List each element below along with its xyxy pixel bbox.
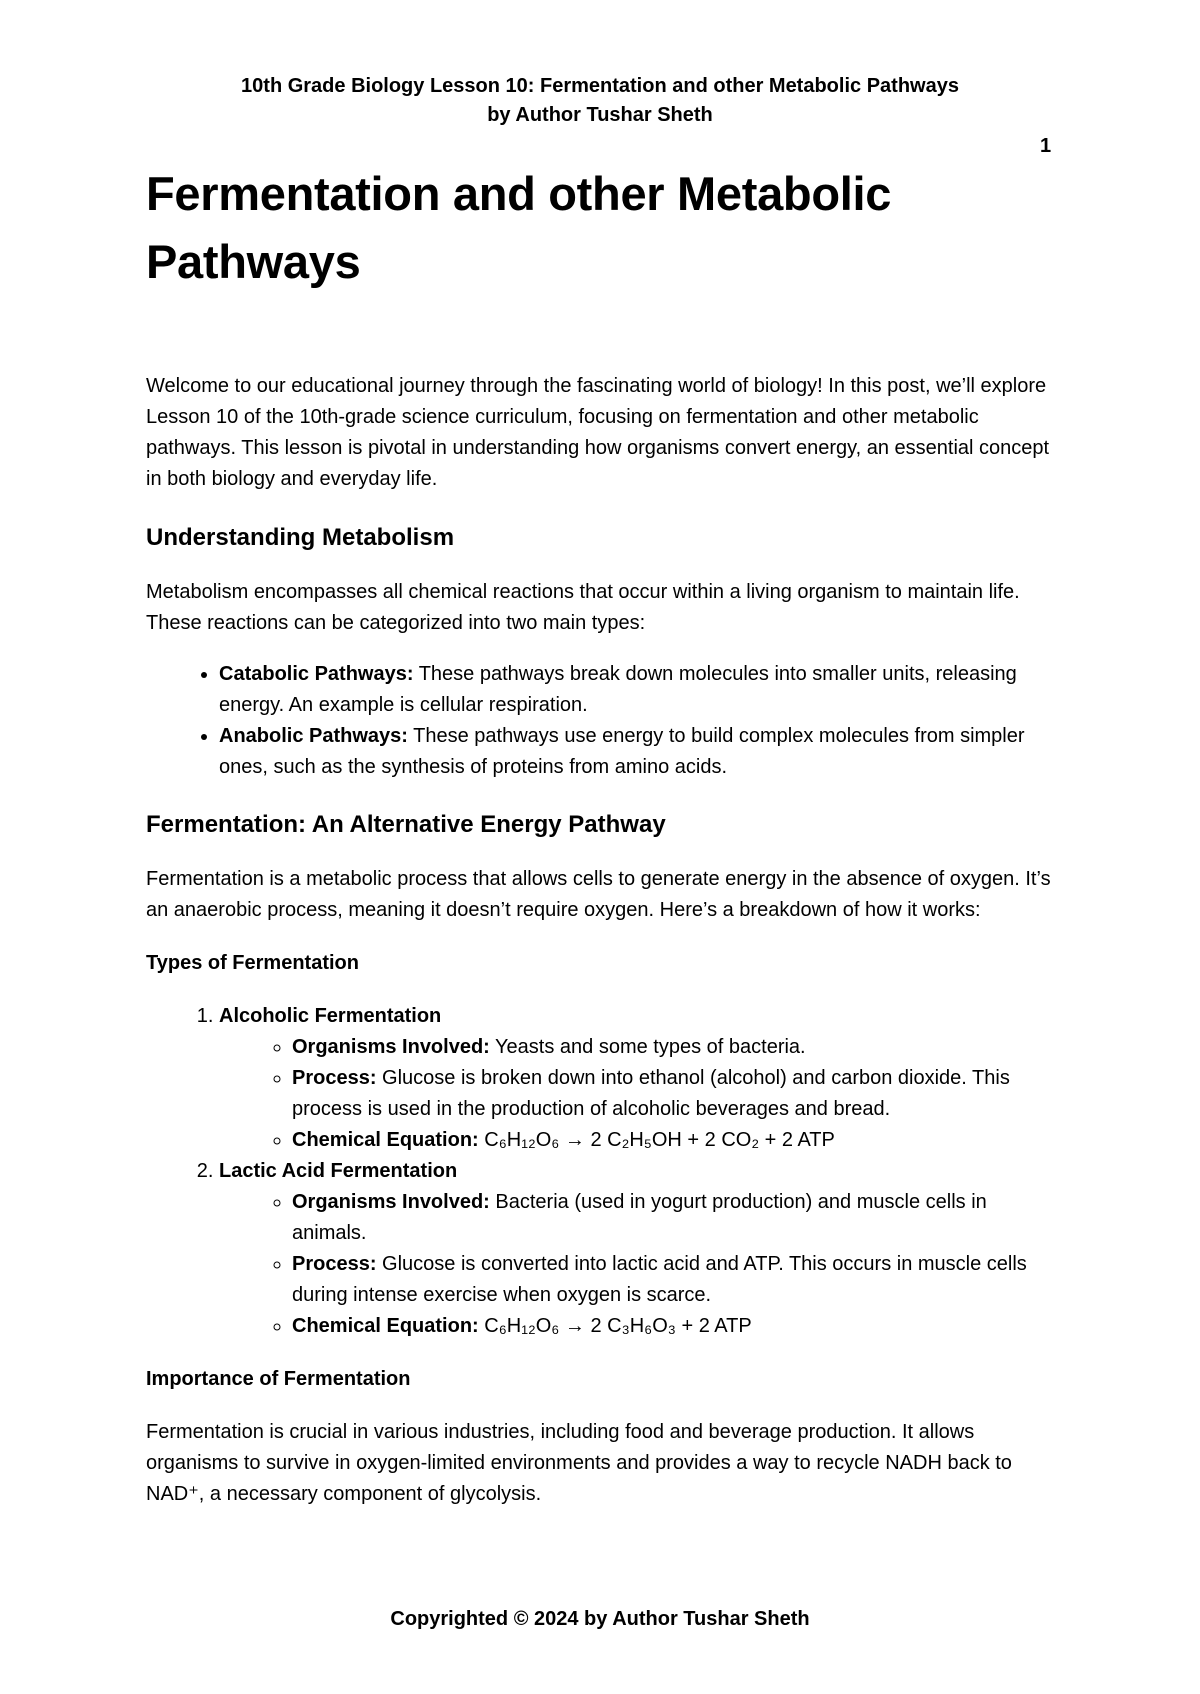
page-title: Fermentation and other Metabolic Pathways bbox=[146, 167, 892, 288]
type-title: Alcoholic Fermentation bbox=[219, 1005, 442, 1027]
page-header bbox=[0, 72, 1200, 130]
list-item-text: Yeasts and some types of bacteria. bbox=[489, 1036, 806, 1058]
header-author: by Author Tushar Sheth bbox=[487, 104, 713, 126]
list-item-label: Process: bbox=[292, 1253, 377, 1275]
list-item-text: Glucose is broken down into ethanol (alcohol) and carbon dioxide. This process is used in the production of alcoholic beverages and bread. bbox=[292, 1067, 1010, 1120]
list-item-label: Catabolic Pathways: bbox=[219, 663, 414, 685]
list-item-text: C₆H₁₂O₆ → 2 C₂H₅OH + 2 CO₂ + 2 ATP bbox=[478, 1129, 835, 1151]
list-item-text: Bacteria (used in yogurt production) and muscle cells in animals. bbox=[292, 1191, 987, 1244]
list-item bbox=[219, 721, 1066, 783]
subheading-types: Types of Fermentation bbox=[146, 952, 359, 974]
type-title: Lactic Acid Fermentation bbox=[219, 1160, 458, 1182]
list-item-text: C₆H₁₂O₆ → 2 C₃H₆O₃ + 2 ATP bbox=[478, 1315, 752, 1337]
list-item bbox=[219, 1001, 1066, 1156]
intro-paragraph: Welcome to our educational journey through the fascinating world of biology! In this post, we’ll explore Lesson 10 of the 10th-grade science curriculum, focusing on fermentation and other metabolic pathways. This lesson is pivotal in understanding how organisms convert energy, an essential concept in both biology and everyday life. bbox=[146, 375, 1050, 490]
metabolism-paragraph: Metabolism encompasses all chemical reactions that occur within a living organism to maintain life. These reactions can be categorized into two main types: bbox=[146, 581, 1020, 634]
subheading-importance: Importance of Fermentation bbox=[146, 1368, 411, 1390]
list-item-label: Organisms Involved: bbox=[292, 1191, 490, 1213]
list-item-text: Glucose is converted into lactic acid and ATP. This occurs in muscle cells during intense exercise when oxygen is scarce. bbox=[292, 1253, 1027, 1306]
list-item bbox=[219, 1156, 1066, 1342]
page-footer: Copyrighted © 2024 by Author Tushar Sheth bbox=[390, 1608, 810, 1630]
list-item-label: Chemical Equation: bbox=[292, 1315, 479, 1337]
list-item-label: Anabolic Pathways: bbox=[219, 725, 408, 747]
section-heading-metabolism: Understanding Metabolism bbox=[146, 524, 455, 551]
list-item-label: Process: bbox=[292, 1067, 377, 1089]
list-item bbox=[292, 1032, 1066, 1063]
list-item bbox=[292, 1187, 1066, 1249]
sub-list bbox=[219, 1032, 1066, 1156]
list-item-text: These pathways use energy to build complex molecules from simpler ones, such as the synthesis of proteins from amino acids. bbox=[219, 725, 1025, 778]
list-item bbox=[292, 1249, 1066, 1311]
list-item-text: These pathways break down molecules into smaller units, releasing energy. An example is cellular respiration. bbox=[219, 663, 1017, 716]
importance-paragraph: Fermentation is crucial in various industries, including food and beverage production. It allows organisms to survive in oxygen-limited environments and provides a way to recycle NADH back to NAD⁺, a necessary component of glycolysis. bbox=[146, 1421, 1012, 1505]
list-item-label: Chemical Equation: bbox=[292, 1129, 479, 1151]
list-item bbox=[219, 659, 1066, 721]
list-item bbox=[292, 1311, 1066, 1342]
list-item bbox=[292, 1125, 1066, 1156]
fermentation-types-list bbox=[146, 1001, 1066, 1342]
list-item-label: Organisms Involved: bbox=[292, 1036, 490, 1058]
page-number: 1 bbox=[1040, 135, 1052, 157]
list-item bbox=[292, 1063, 1066, 1125]
header-title: 10th Grade Biology Lesson 10: Fermentation and other Metabolic Pathways bbox=[241, 75, 959, 97]
section-heading-fermentation: Fermentation: An Alternative Energy Pathway bbox=[146, 811, 666, 838]
fermentation-paragraph: Fermentation is a metabolic process that allows cells to generate energy in the absence of oxygen. It’s an anaerobic process, meaning it doesn’t require oxygen. Here’s a breakdown of how it works: bbox=[146, 868, 1051, 921]
pathway-list bbox=[146, 659, 1066, 783]
sub-list bbox=[219, 1187, 1066, 1342]
document-body bbox=[146, 160, 1066, 1510]
